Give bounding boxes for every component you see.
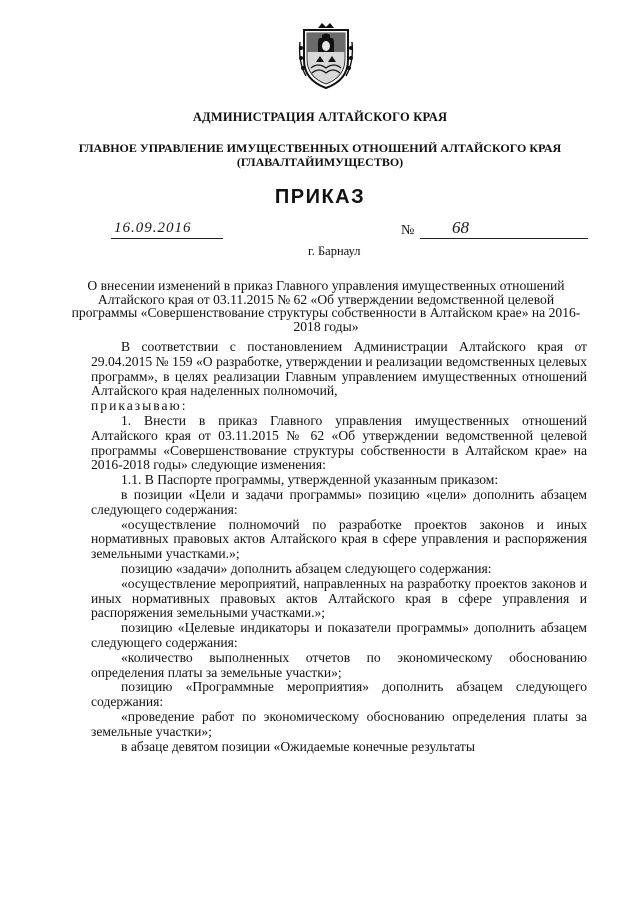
body-paragraph: «осуществление полномочий по разработке проектов законов и иных нормативных правовых актов Алтайского края в сфере управления и распоряжения земельными участками.»;	[91, 516, 587, 562]
body-paragraph: «проведение работ по экономическому обоснованию определения платы за земельные участки»;	[91, 708, 587, 739]
body-paragraph-order-word: приказываю:	[91, 398, 188, 414]
order-body	[91, 340, 587, 754]
department-title: ГЛАВНОЕ УПРАВЛЕНИЕ ИМУЩЕСТВЕННЫХ ОТНОШЕНИЙ АЛТАЙСКОГО КРАЯ	[78, 141, 562, 155]
coat-of-arms-icon	[296, 22, 356, 90]
body-paragraph: позицию «Программные мероприятия» дополнить абзацем следующего содержания:	[91, 679, 587, 710]
administration-title: АДМИНИСТРАЦИЯ АЛТАЙСКОГО КРАЯ	[192, 110, 448, 124]
date-underline	[111, 238, 223, 239]
body-paragraph: «осуществление мероприятий, направленных на разработку проектов законов и иных нормативных правовых актов Алтайского края в сфере управления и распоряжения земельными участками.»;	[91, 575, 587, 621]
number-underline	[420, 238, 588, 239]
body-paragraph: в позиции «Цели и задачи программы» позицию «цели» дополнить абзацем следующего содержания:	[91, 486, 587, 517]
body-paragraph: «количество выполненных отчетов по экономическому обоснованию определения платы за земельные участки»;	[91, 649, 587, 680]
city-label: г. Барнаул	[308, 244, 361, 258]
body-paragraph: в абзаце девятом позиции «Ожидаемые конечные результаты	[121, 738, 475, 754]
order-number: 68	[452, 218, 469, 237]
body-paragraph: позицию «задачи» дополнить абзацем следующего содержания:	[121, 560, 492, 576]
body-paragraph: 1. Внести в приказ Главного управления имущественных отношений Алтайского края от 03.11.2015 № 62 «Об утверждении ведомственной целевой программы «Совершенствование структуры собственности в Алтайском крае» на 2016-2018 годы» следующие изменения:	[91, 412, 587, 473]
order-date: 16.09.2016	[114, 220, 192, 236]
body-paragraph: позицию «Целевые индикаторы и показатели программы» дополнить абзацем следующего содержания:	[91, 620, 587, 650]
number-sign: №	[401, 223, 415, 238]
order-subject: О внесении изменений в приказ Главного управления имущественных отношений Алтайского края от 03.11.2015 № 62 «Об утверждении ведомственной целевой программы «Совершенствование структуры собственности в Алтайском крае» на 2016-2018 годы»	[71, 278, 581, 335]
body-paragraph: В соответствии с постановлением Администрации Алтайского края от 29.04.2015 № 159 «О разработке, утверждении и реализации ведомственных целевых программ», в целях реализации Главным управлением имущественных отношений Алтайского края наделенных полномочий,	[91, 339, 587, 399]
department-abbreviation: (ГЛАВАЛТАЙИМУЩЕСТВО)	[236, 155, 404, 169]
document-type-title: ПРИКАЗ	[274, 186, 366, 208]
body-paragraph: 1.1. В Паспорте программы, утвержденной указанным приказом:	[121, 472, 499, 488]
